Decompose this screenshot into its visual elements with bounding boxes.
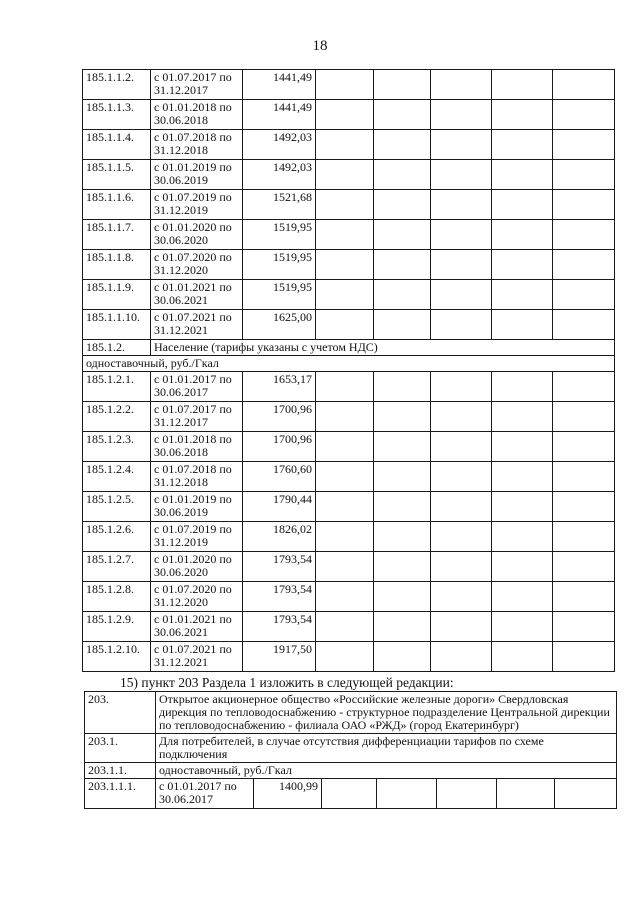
period-end: 31.12.2021 [154, 323, 208, 337]
empty-cell [492, 220, 553, 250]
table-row [83, 70, 615, 100]
row-period [151, 462, 243, 492]
row-period [151, 130, 243, 160]
period-start: с 01.07.2018 по [154, 130, 232, 144]
period-end: 31.12.2017 [154, 415, 208, 429]
row-period [151, 220, 243, 250]
table-row [83, 190, 615, 220]
table-row [83, 372, 615, 402]
row-code: 203.1.1. [85, 763, 156, 779]
empty-cell [374, 130, 431, 160]
row-period [151, 402, 243, 432]
tariff-value: 1917,50 [243, 642, 316, 672]
row-code: 185.1.2.7. [83, 552, 151, 582]
period-start: с 01.07.2021 по [154, 310, 232, 324]
tariff-value: 1793,54 [243, 552, 316, 582]
period-start: с 01.01.2020 по [154, 220, 232, 234]
empty-cell [553, 582, 615, 612]
empty-cell [374, 522, 431, 552]
empty-cell [374, 190, 431, 220]
empty-cell [374, 402, 431, 432]
row-code: 185.1.2.1. [83, 372, 151, 402]
row-period [151, 612, 243, 642]
row-code: 185.1.1.10. [83, 310, 151, 340]
table-row [83, 432, 615, 462]
empty-cell [492, 522, 553, 552]
tariff-value: 1519,95 [243, 220, 316, 250]
row-period [151, 522, 243, 552]
tariff-value: 1793,54 [243, 582, 316, 612]
empty-cell [431, 642, 492, 672]
row-code: 185.1.1.9. [83, 280, 151, 310]
table-row [83, 612, 615, 642]
row-period [156, 779, 254, 809]
empty-cell [431, 250, 492, 280]
row-period [151, 310, 243, 340]
empty-cell [492, 280, 553, 310]
empty-cell [553, 432, 615, 462]
empty-cell [553, 462, 615, 492]
tariff-value: 1790,44 [243, 492, 316, 522]
row-period [151, 70, 243, 100]
row-code: 185.1.2.6. [83, 522, 151, 552]
empty-cell [431, 70, 492, 100]
empty-cell [316, 70, 374, 100]
period-end: 30.06.2021 [154, 293, 208, 307]
table-row [83, 552, 615, 582]
row-code: 203.1.1.1. [85, 779, 156, 809]
empty-cell [431, 130, 492, 160]
empty-cell [374, 220, 431, 250]
empty-cell [316, 552, 374, 582]
tariff-value: 1521,68 [243, 190, 316, 220]
period-end: 30.06.2020 [154, 233, 208, 247]
row-code: 185.1.1.2. [83, 70, 151, 100]
empty-cell [316, 612, 374, 642]
period-start: с 01.07.2020 по [154, 250, 232, 264]
table-row [83, 250, 615, 280]
period-start: с 01.01.2019 по [154, 492, 232, 506]
empty-cell [492, 612, 553, 642]
period-end: 31.12.2020 [154, 595, 208, 609]
row-period [151, 160, 243, 190]
empty-cell [316, 492, 374, 522]
period-start: с 01.07.2017 по [154, 402, 232, 416]
row-code: 185.1.1.8. [83, 250, 151, 280]
row-period [151, 250, 243, 280]
row-period [151, 432, 243, 462]
empty-cell [374, 250, 431, 280]
empty-cell [492, 70, 553, 100]
empty-cell [316, 372, 374, 402]
empty-cell [553, 522, 615, 552]
period-start: с 01.07.2019 по [154, 522, 232, 536]
empty-cell [492, 552, 553, 582]
row-code: 185.1.2.9. [83, 612, 151, 642]
tariff-value: 1625,00 [243, 310, 316, 340]
empty-cell [553, 160, 615, 190]
row-heading: Для потребителей, в случае отсутствия дифференциации тарифов по схеме подключения [156, 734, 617, 763]
row-period [151, 552, 243, 582]
empty-cell [431, 462, 492, 492]
period-start: с 01.07.2018 по [154, 462, 232, 476]
row-heading: Население (тарифы указаны с учетом НДС) [151, 340, 615, 356]
empty-cell [431, 522, 492, 552]
period-end: 31.12.2018 [154, 143, 208, 157]
empty-cell [553, 250, 615, 280]
empty-cell [374, 432, 431, 462]
page-number: 18 [312, 38, 328, 54]
table-row [83, 402, 615, 432]
period-start: с 01.01.2017 по [159, 779, 237, 793]
tariff-value: 1700,96 [243, 402, 316, 432]
empty-cell [374, 280, 431, 310]
empty-cell [431, 582, 492, 612]
empty-cell [431, 100, 492, 130]
row-code: 203.1. [85, 734, 156, 763]
empty-cell [374, 462, 431, 492]
tariff-table-185 [82, 69, 615, 672]
empty-cell [431, 492, 492, 522]
table-row [83, 522, 615, 552]
tariff-value: 1519,95 [243, 250, 316, 280]
period-end: 31.12.2018 [154, 475, 208, 489]
empty-cell [431, 552, 492, 582]
row-code: 185.1.1.7. [83, 220, 151, 250]
table-row [83, 340, 615, 356]
empty-cell [374, 642, 431, 672]
row-code: 185.1.2.3. [83, 432, 151, 462]
empty-cell [492, 100, 553, 130]
empty-cell [316, 522, 374, 552]
period-end: 31.12.2019 [154, 203, 208, 217]
empty-cell [492, 462, 553, 492]
tariff-value: 1793,54 [243, 612, 316, 642]
empty-cell [492, 160, 553, 190]
empty-cell [431, 612, 492, 642]
period-end: 31.12.2017 [154, 83, 208, 97]
empty-cell [431, 402, 492, 432]
empty-cell [553, 492, 615, 522]
empty-cell [374, 552, 431, 582]
tariff-value: 1492,03 [243, 160, 316, 190]
row-period [151, 280, 243, 310]
table-row [83, 160, 615, 190]
period-start: с 01.01.2018 по [154, 100, 232, 114]
empty-cell [492, 130, 553, 160]
row-code: 185.1.1.4. [83, 130, 151, 160]
tariff-value: 1441,49 [243, 100, 316, 130]
row-code: 185.1.1.5. [83, 160, 151, 190]
table-row [83, 462, 615, 492]
empty-cell [316, 160, 374, 190]
row-code: 185.1.1.6. [83, 190, 151, 220]
period-end: 31.12.2020 [154, 263, 208, 277]
empty-cell [374, 100, 431, 130]
empty-cell [553, 100, 615, 130]
empty-cell [316, 130, 374, 160]
row-period [151, 372, 243, 402]
empty-cell [374, 492, 431, 522]
empty-cell [431, 280, 492, 310]
empty-cell [374, 582, 431, 612]
empty-cell [431, 310, 492, 340]
empty-cell [316, 432, 374, 462]
period-end: 31.12.2021 [154, 655, 208, 669]
empty-cell [553, 130, 615, 160]
empty-cell [492, 582, 553, 612]
row-heading: Открытое акционерное общество «Российские железные дороги» Свердловская дирекция по тепловодоснабжению - структурное подразделение Центральной дирекции по тепловодоснабжению - филиала ОАО «РЖД» (город Екатеринбург) [156, 692, 617, 734]
period-start: с 01.01.2019 по [154, 160, 232, 174]
table-row [83, 492, 615, 522]
empty-cell [316, 642, 374, 672]
empty-cell [316, 100, 374, 130]
table-row [83, 220, 615, 250]
period-end: 30.06.2019 [154, 505, 208, 519]
period-end: 30.06.2019 [154, 173, 208, 187]
row-code: 203. [85, 692, 156, 734]
row-subheading: одноставочный, руб./Гкал [83, 356, 615, 372]
row-period [151, 642, 243, 672]
tariff-table-203 [84, 691, 617, 809]
empty-cell [374, 612, 431, 642]
period-start: с 01.07.2017 по [154, 70, 232, 84]
empty-cell [555, 779, 617, 809]
table-row [85, 763, 617, 779]
table-row [83, 642, 615, 672]
empty-cell [553, 70, 615, 100]
tariff-value: 1519,95 [243, 280, 316, 310]
row-code: 185.1.2. [83, 340, 151, 356]
table-row [85, 692, 617, 734]
empty-cell [431, 190, 492, 220]
empty-cell [492, 310, 553, 340]
period-end: 30.06.2018 [154, 113, 208, 127]
table-row [83, 310, 615, 340]
row-code: 185.1.2.2. [83, 402, 151, 432]
tariff-value: 1760,60 [243, 462, 316, 492]
row-code: 185.1.2.10. [83, 642, 151, 672]
period-end: 31.12.2019 [154, 535, 208, 549]
row-period [151, 100, 243, 130]
table-row [83, 280, 615, 310]
empty-cell [492, 402, 553, 432]
row-heading: одноставочный, руб./Гкал [156, 763, 617, 779]
row-code: 185.1.2.8. [83, 582, 151, 612]
empty-cell [492, 432, 553, 462]
empty-cell [374, 310, 431, 340]
empty-cell [316, 280, 374, 310]
table-row [83, 356, 615, 372]
empty-cell [316, 402, 374, 432]
period-end: 30.06.2018 [154, 445, 208, 459]
period-start: с 01.01.2020 по [154, 552, 232, 566]
empty-cell [316, 250, 374, 280]
table-row [85, 734, 617, 763]
empty-cell [553, 280, 615, 310]
period-start: с 01.01.2018 по [154, 432, 232, 446]
row-code: 185.1.1.3. [83, 100, 151, 130]
tariff-value: 1400,99 [254, 779, 322, 809]
period-start: с 01.01.2017 по [154, 372, 232, 386]
period-start: с 01.07.2019 по [154, 190, 232, 204]
empty-cell [492, 372, 553, 402]
empty-cell [431, 372, 492, 402]
period-start: с 01.07.2020 по [154, 582, 232, 596]
section-heading: 15) пункт 203 Раздела 1 изложить в следующей редакции: [120, 675, 454, 690]
period-start: с 01.01.2021 по [154, 280, 232, 294]
tariff-value: 1700,96 [243, 432, 316, 462]
empty-cell [316, 310, 374, 340]
empty-cell [492, 190, 553, 220]
table-row [83, 582, 615, 612]
empty-cell [492, 492, 553, 522]
row-code: 185.1.2.4. [83, 462, 151, 492]
empty-cell [374, 160, 431, 190]
empty-cell [431, 220, 492, 250]
row-period [151, 582, 243, 612]
empty-cell [374, 372, 431, 402]
period-start: с 01.07.2021 по [154, 642, 232, 656]
empty-cell [437, 779, 497, 809]
period-end: 30.06.2017 [159, 792, 213, 806]
row-code: 185.1.2.5. [83, 492, 151, 522]
period-start: с 01.01.2021 по [154, 612, 232, 626]
empty-cell [316, 190, 374, 220]
empty-cell [374, 70, 431, 100]
tariff-value: 1492,03 [243, 130, 316, 160]
period-end: 30.06.2021 [154, 625, 208, 639]
table-row [83, 100, 615, 130]
empty-cell [316, 462, 374, 492]
empty-cell [553, 612, 615, 642]
tariff-value: 1653,17 [243, 372, 316, 402]
empty-cell [316, 582, 374, 612]
empty-cell [322, 779, 377, 809]
period-end: 30.06.2020 [154, 565, 208, 579]
empty-cell [492, 250, 553, 280]
empty-cell [553, 552, 615, 582]
empty-cell [497, 779, 555, 809]
empty-cell [553, 310, 615, 340]
period-end: 30.06.2017 [154, 385, 208, 399]
empty-cell [553, 190, 615, 220]
table-row [83, 130, 615, 160]
row-period [151, 190, 243, 220]
table-row [85, 779, 617, 809]
row-period [151, 492, 243, 522]
empty-cell [553, 642, 615, 672]
empty-cell [431, 432, 492, 462]
empty-cell [377, 779, 437, 809]
empty-cell [553, 402, 615, 432]
empty-cell [553, 220, 615, 250]
empty-cell [553, 372, 615, 402]
empty-cell [492, 642, 553, 672]
empty-cell [316, 220, 374, 250]
tariff-value: 1441,49 [243, 70, 316, 100]
tariff-value: 1826,02 [243, 522, 316, 552]
empty-cell [431, 160, 492, 190]
